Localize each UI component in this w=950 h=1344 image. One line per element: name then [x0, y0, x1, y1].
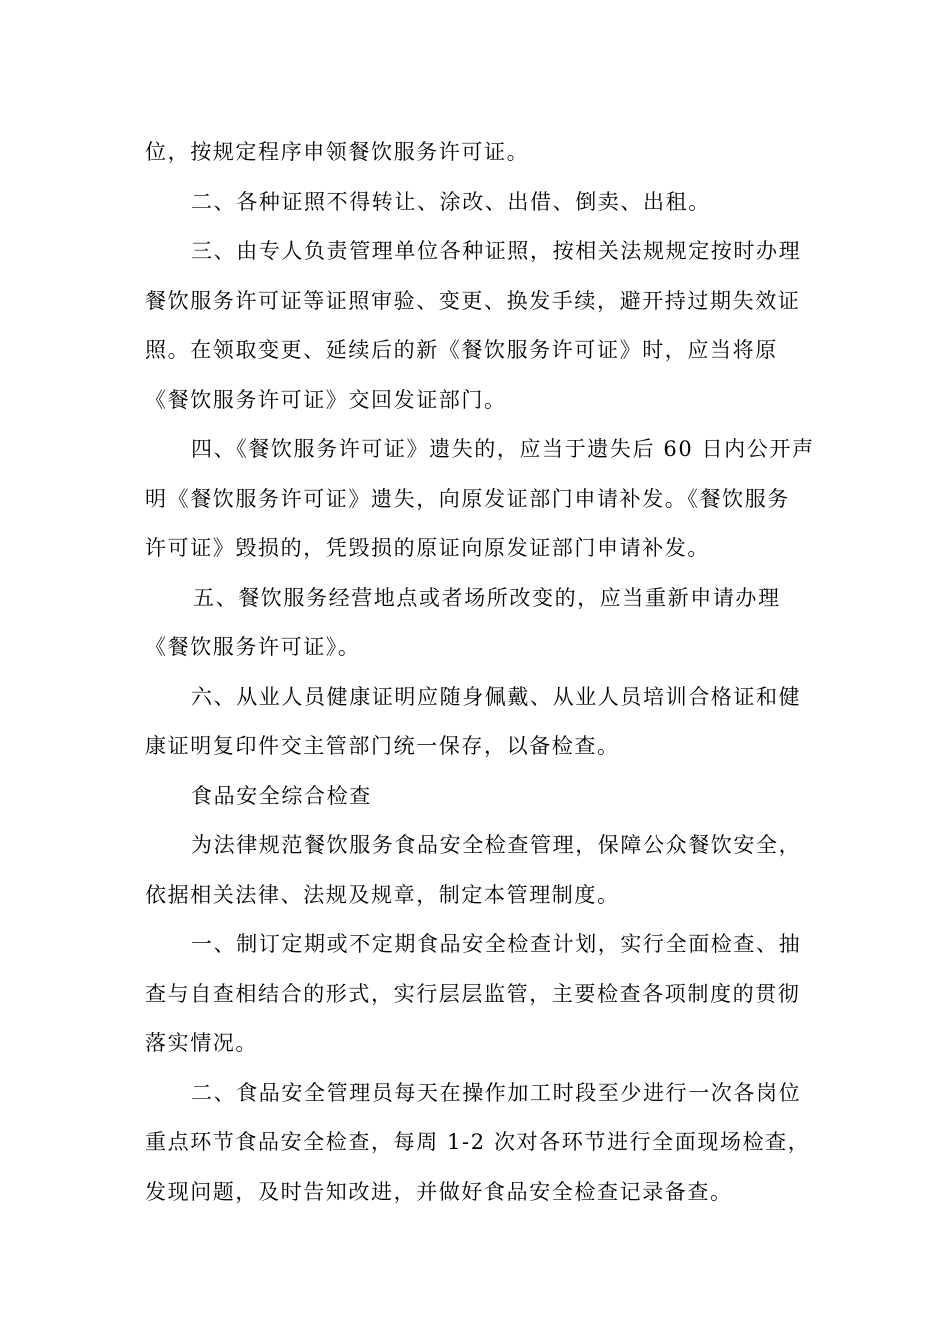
- text-line: 康证明复印件交主管部门统一保存，以备检查。: [145, 734, 620, 758]
- text-line: 餐饮服务许可证等证照审验、变更、换发手续，避开持过期失效证: [145, 288, 801, 313]
- text-line: 许可证》毁损的，凭毁损的原证向原发证部门申请补发。: [145, 536, 710, 560]
- text-line: 一、制订定期或不定期食品安全检查计划，实行全面检查、抽: [191, 932, 802, 956]
- text-line: 二、食品安全管理员每天在操作加工时段至少进行一次各岗位: [191, 1080, 802, 1105]
- text-line: 为法律规范餐饮服务食品安全检查管理，保障公众餐饮安全，: [191, 833, 802, 857]
- text-line: 位，按规定程序申领餐饮服务许可证。: [145, 140, 530, 164]
- text-line: 五、餐饮服务经营地点或者场所改变的，应当重新申请办理: [193, 585, 781, 610]
- document-body: [145, 128, 815, 1217]
- text-line: 重点环节食品安全检查，每周 1-2 次对各环节进行全面现场检查，: [145, 1130, 811, 1154]
- text-line: 三、由专人负责管理单位各种证照，按相关法规规定按时办理: [191, 239, 802, 263]
- text-line: 明《餐饮服务许可证》遗失，向原发证部门申请补发。《餐饮服务: [145, 486, 790, 511]
- text-line: 二、各种证照不得转让、涂改、出借、倒卖、出租。: [191, 189, 711, 214]
- text-line: 《餐饮服务许可证》交回发证部门。: [145, 387, 507, 412]
- text-line: 落实情况。: [145, 1031, 258, 1055]
- text-line: 依据相关法律、法规及规章，制定本管理制度。: [145, 882, 620, 907]
- text-line: 四、《餐饮服务许可证》遗失的，应当于遗失后 60 日内公开声: [191, 437, 815, 461]
- text-line: 六、从业人员健康证明应随身佩戴、从业人员培训合格证和健: [191, 684, 802, 709]
- text-line: 《餐饮服务许可证》。: [145, 635, 361, 659]
- text-line: 发现问题，及时告知改进，并做好食品安全检查记录备查。: [145, 1179, 733, 1204]
- text-line: 照。在领取变更、延续后的新《餐饮服务许可证》时，应当将原: [145, 338, 778, 362]
- text-line: 查与自查相结合的形式，实行层层监管，主要检查各项制度的贯彻: [145, 981, 801, 1006]
- section-heading: 食品安全综合检查: [191, 783, 372, 808]
